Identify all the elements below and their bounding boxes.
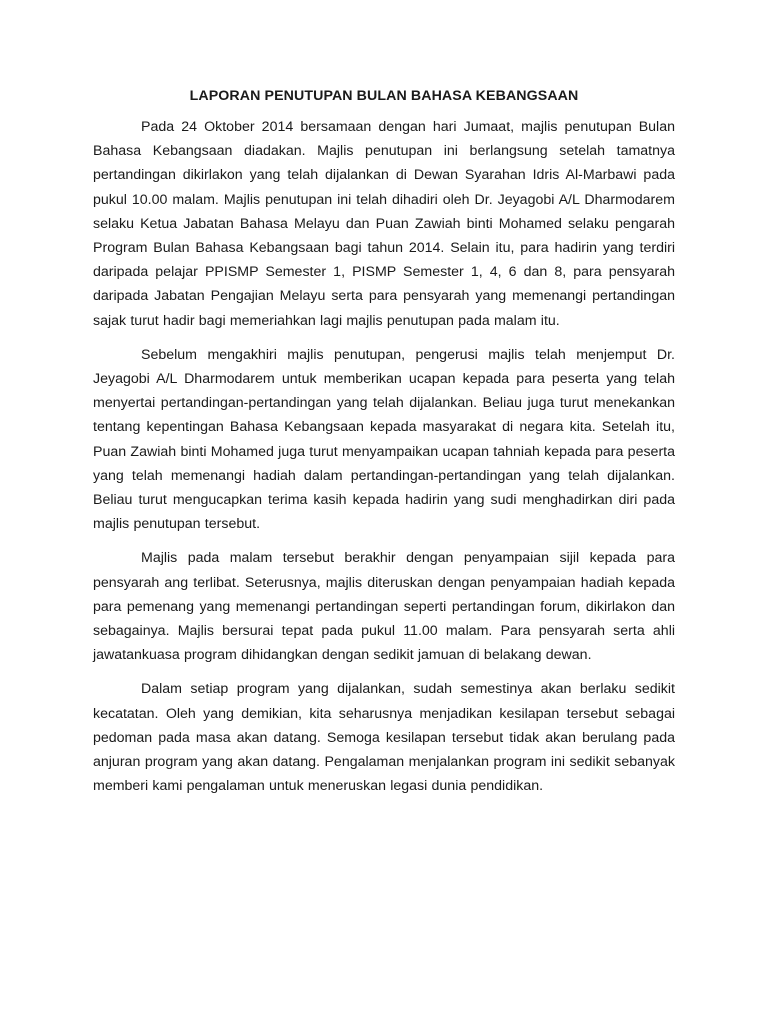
paragraph-reflection: Dalam setiap program yang dijalankan, sudah semestinya akan berlaku sedikit kecatatan. Oleh yang demikian, kita seharusnya menjadikan kesilapan tersebut sebagai pedoman pada masa akan datang. Semoga kesilapan tersebut tidak akan berulang pada anjuran program yang akan datang. Pengalaman menjalankan program ini sedikit sebanyak memberi kami pengalaman untuk meneruskan legasi dunia pendidikan. (93, 681, 675, 795)
document-page (93, 86, 675, 808)
paragraph-speeches: Sebelum mengakhiri majlis penutupan, pengerusi majlis telah menjemput Dr. Jeyagobi A/L Dharmodarem untuk memberikan ucapan kepada para peserta yang telah menyertai pertandingan-pertandingan yang telah dijalankan. Beliau juga turut menekankan tentang kepentingan Bahasa Kebangsaan kepada masyarakat di negara kita. Setelah itu, Puan Zawiah binti Mohamed juga turut menyampaikan ucapan tahniah kepada para peserta yang telah memenangi hadiah dalam pertandingan-pertandingan yang telah dijalankan. Beliau turut mengucapkan terima kasih kepada hadirin yang sudi menghadirkan diri pada majlis penutupan tersebut. (93, 346, 675, 533)
paragraph-opening-ceremony: Pada 24 Oktober 2014 bersamaan dengan hari Jumaat, majlis penutupan Bulan Bahasa Kebangsaan diadakan. Majlis penutupan ini berlangsung setelah tamatnya pertandingan dikirlakon yang telah dijalankan di Dewan Syarahan Idris Al-Marbawi pada pukul 10.00 malam. Majlis penutupan ini telah dihadiri oleh Dr. Jeyagobi A/L Dharmodarem selaku Ketua Jabatan Bahasa Melayu dan Puan Zawiah binti Mohamed selaku pengarah Program Bulan Bahasa Kebangsaan bagi tahun 2014. Selain itu, para hadirin yang terdiri daripada pelajar PPISMP Semester 1, PISMP Semester 1, 4, 6 dan 8, para pensyarah daripada Jabatan Pengajian Melayu serta para pensyarah yang memenangi pertandingan sajak turut hadir bagi memeriahkan lagi majlis penutupan pada malam itu. (93, 119, 675, 329)
paragraph-closing-prizes: Majlis pada malam tersebut berakhir dengan penyampaian sijil kepada para pensyarah ang terlibat. Seterusnya, majlis diteruskan dengan penyampaian hadiah kepada para pemenang yang memenangi pertandingan seperti pertandingan forum, dikirlakon dan sebagainya. Majlis bersurai tepat pada pukul 11.00 malam. Para pensyarah serta ahli jawatankuasa program dihidangkan dengan sedikit jamuan di belakang dewan. (93, 550, 675, 664)
document-title: LAPORAN PENUTUPAN BULAN BAHASA KEBANGSAAN (189, 88, 579, 104)
